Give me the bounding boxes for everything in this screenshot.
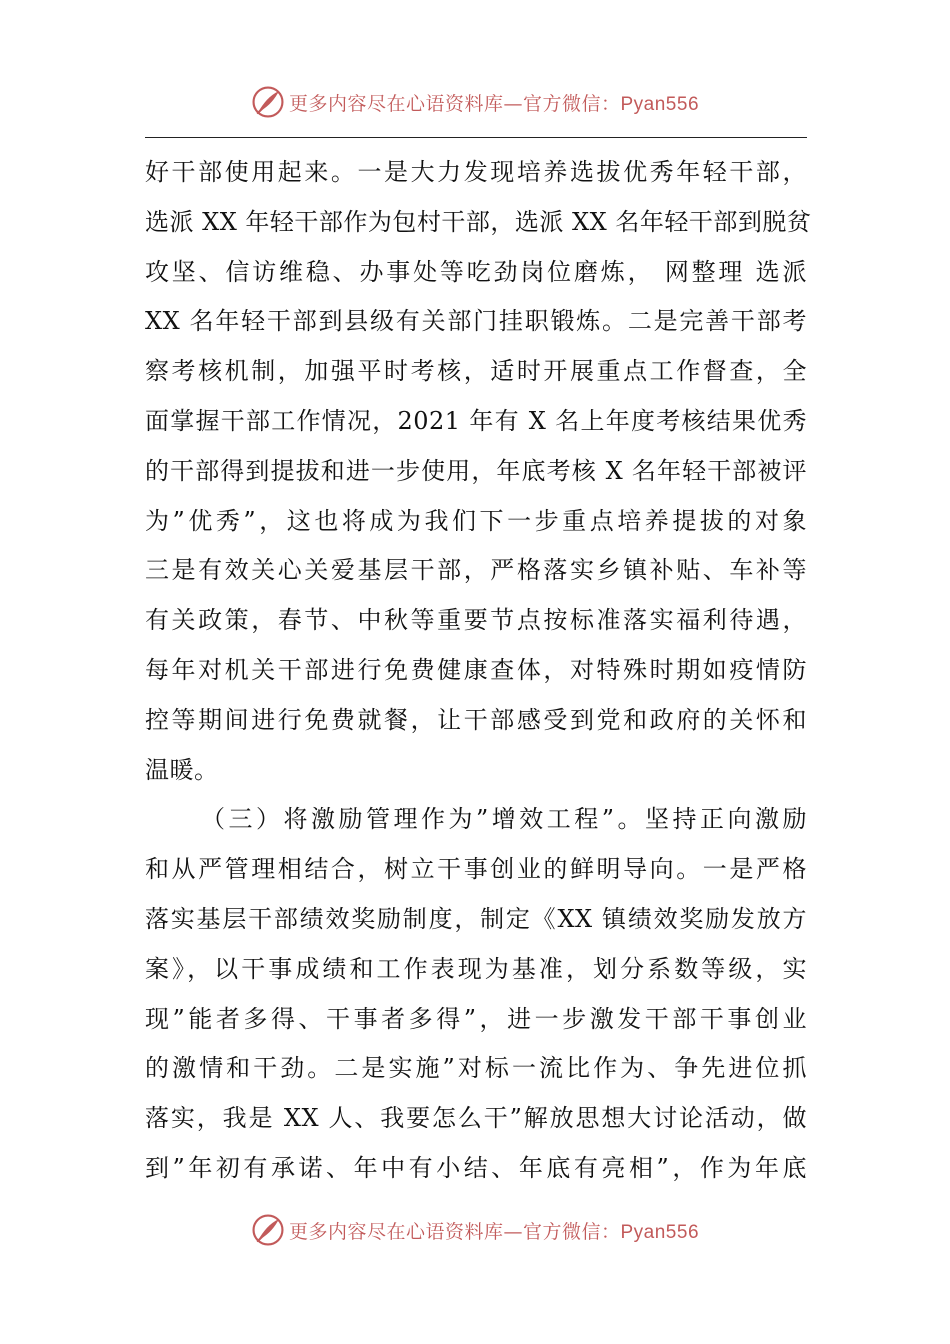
text-line: 控等期间进行免费就餐，让干部感受到党和政府的关怀和 (145, 705, 807, 734)
text-line: 落实，我是 XX 人、我要怎么干”解放思想大讨论活动，做 (145, 1104, 807, 1133)
quill-pen-logo-icon (251, 1213, 285, 1247)
document-body (145, 148, 812, 1194)
text-line: 三是有效关心关爱基层干部，严格落实乡镇补贴、车补等 (145, 556, 807, 585)
text-line: 察考核机制，加强平时考核，适时开展重点工作督查，全 (145, 357, 807, 386)
text-line: 案》，以干事成绩和工作表现为基准，划分系数等级，实 (145, 954, 807, 983)
text-line: 选派 XX 年轻干部作为包村干部，选派 XX 名年轻干部到脱贫 (145, 207, 812, 236)
text-line: XX 名年轻干部到县级有关部门挂职锻炼。二是完善干部考 (145, 307, 807, 336)
header-banner (0, 80, 950, 124)
text-line: 面掌握干部工作情况，2021 年有 X 名上年度考核结果优秀 (145, 406, 807, 435)
text-line: 攻坚、信访维稳、办事处等吃劲岗位磨炼， 网整理 选派 (145, 257, 807, 286)
footer-banner-text: 更多内容尽在心语资料库—官方微信：Pyan556 (288, 1220, 700, 1243)
text-line: 为”优秀”，这也将成为我们下一步重点培养提拔的对象 (145, 506, 807, 535)
section-heading-line: （三）将激励管理作为”增效工程”。坚持正向激励 (201, 805, 807, 834)
quill-pen-logo-icon (251, 85, 285, 119)
text-line: 和从严管理相结合，树立干事创业的鲜明导向。一是严格 (145, 855, 807, 884)
text-line: 有关政策，春节、中秋等重要节点按标准落实福利待遇， (145, 606, 807, 635)
wechat-id: Pyan556 (620, 93, 700, 115)
text-line: 到”年初有承诺、年中有小结、年底有亮相”，作为年底 (145, 1153, 807, 1182)
text-line: 现”能者多得、干事者多得”，进一步激发干部干事创业 (145, 1004, 807, 1033)
text-line: 的干部得到提拔和进一步使用，年底考核 X 名年轻干部被评 (145, 456, 807, 485)
header-rule (145, 137, 807, 138)
wechat-id: Pyan556 (620, 1221, 700, 1243)
text-line: 的激情和干劲。二是实施”对标一流比作为、争先进位抓 (145, 1054, 807, 1083)
text-line: 温暖。 (145, 755, 219, 784)
text-line: 好干部使用起来。一是大力发现培养选拔优秀年轻干部， (145, 158, 807, 186)
header-banner-text: 更多内容尽在心语资料库—官方微信：Pyan556 (288, 92, 700, 115)
text-line: 每年对机关干部进行免费健康查体，对特殊时期如疫情防 (145, 655, 807, 684)
footer-banner (0, 1208, 950, 1252)
text-line: 落实基层干部绩效奖励制度，制定《XX 镇绩效奖励发放方 (145, 904, 807, 933)
